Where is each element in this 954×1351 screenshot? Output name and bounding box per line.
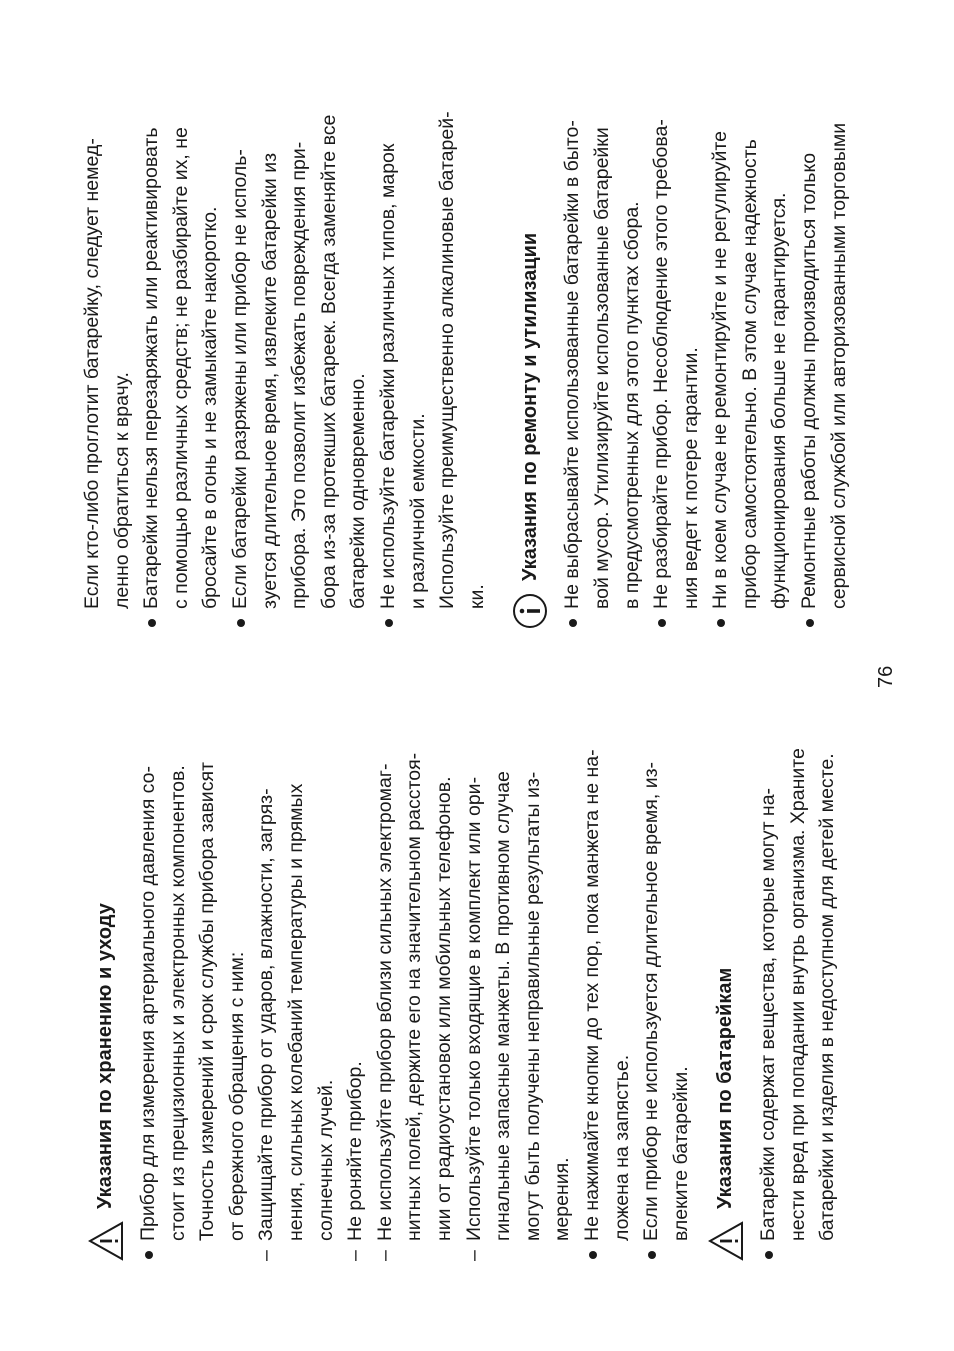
warning-triangle-icon (88, 1221, 124, 1261)
text-line: от бережного обращения с ним: (225, 951, 248, 1241)
bullet-item (374, 51, 492, 629)
text-line: вой мусор. Утилизируйте использованные батарейки (590, 127, 613, 609)
bullet-item (647, 51, 706, 629)
text-line: ленно обратиться к врачу. (110, 372, 133, 609)
text-line: Используйте преимущественно алкалиновые батарей- (436, 111, 459, 609)
dash-marker: – (373, 1250, 396, 1261)
text-line: батарейки одновременно. (347, 373, 370, 609)
text-line: Ни в коем случае не ремонтируйте и не регулируйте (709, 131, 732, 609)
text-line: зуется длительное время, извлеките батарейки из (258, 152, 281, 609)
text-line: функционирования больше не гарантируется. (768, 192, 791, 609)
storage-heading-text: Указания по хранению и уходу (94, 903, 117, 1209)
text-line: мерения. (551, 1157, 574, 1241)
text-line: могут быть получены неправильные результаты из- (521, 771, 544, 1241)
page-number: 76 (875, 665, 897, 688)
bullet-item (754, 706, 843, 1261)
text-line: влеките батарейки. (669, 1066, 692, 1241)
text-line: Ремонтные работы должны производиться только (798, 152, 821, 609)
dash-marker: – (462, 1250, 485, 1261)
text-line: Батарейки нельзя перезаряжать или реактивировать (140, 127, 163, 609)
text-line: нения, сильных колебаний температуры и прямых (284, 783, 307, 1241)
bullet-item (637, 706, 696, 1261)
repair-heading (512, 51, 548, 629)
info-circle-icon (512, 593, 548, 629)
bullet-item (226, 51, 374, 629)
text-line: нести вред при попадании внутрь организма. Храните (786, 748, 809, 1241)
text-line: прибора. Это позволит избежать повреждения при- (288, 141, 311, 609)
text-line: Используйте только входящие в комплект или ори- (462, 776, 485, 1241)
text-line: Не используйте батарейки различных типов, марок (376, 143, 399, 609)
dash-item (341, 706, 371, 1261)
text-line: в предусмотренных для этого пунктах сбора. (620, 201, 643, 609)
dash-item (460, 706, 578, 1261)
text-line: Не нажимайте кнопки до тех пор, пока манжета не на- (580, 749, 603, 1241)
repair-heading-text: Указания по ремонту и утилизации (518, 232, 541, 581)
text-line: солнечных лучей. (314, 1079, 337, 1241)
text-line: ния ведет к потере гарантии. (679, 347, 702, 609)
text-line: сервисной службой или авторизованными торговыми (827, 122, 850, 609)
warning-triangle-icon (708, 1221, 744, 1261)
bullet-item (795, 51, 854, 629)
text-line: Не используйте прибор вблизи сильных электромаг- (373, 763, 396, 1241)
text-line: стоит из прецизионных и электронных компонентов. (166, 765, 189, 1241)
text-line: Не разбирайте прибор. Несоблюдение этого требова- (650, 119, 673, 609)
left-column (78, 706, 843, 1261)
text-line: с помощью различных средств; не разбирайте их, не (169, 127, 192, 609)
dash-item (252, 706, 341, 1261)
battery-heading (708, 706, 744, 1261)
text-line: Не роняйте прибор. (344, 1061, 367, 1241)
bullet-item (558, 51, 647, 629)
right-column (78, 51, 854, 629)
text-line: ки. (465, 584, 488, 609)
text-line: батарейки и изделия в недоступном для детей месте. (816, 753, 839, 1241)
text-line: Если батарейки разряжены или прибор не исполь- (228, 149, 251, 609)
bullet-item (578, 706, 637, 1261)
text-line: ложена на запястье. (610, 1054, 633, 1241)
text-line: Если прибор не используется длительное время, из- (640, 761, 663, 1241)
text-line: Если кто-либо проглотит батарейку, следует немед- (81, 138, 103, 609)
bullet-item (137, 51, 226, 629)
text-line: Прибор для измерения артериального давления со- (137, 766, 159, 1241)
dash-marker: – (344, 1250, 367, 1261)
text-line: нии от радиоустановок или мобильных телефонов. (432, 776, 455, 1241)
battery-heading-text: Указания по батарейкам (714, 967, 737, 1209)
text-line: бора из-за протекших батареек. Всегда заменяйте все (317, 114, 340, 609)
storage-heading (88, 706, 124, 1261)
text-line: Точность измерений и срок службы прибора зависят (196, 762, 219, 1241)
continued-paragraph (78, 51, 137, 629)
text-line: Батарейки содержат вещества, которые могут на- (757, 787, 780, 1241)
dash-item (371, 706, 460, 1261)
text-line: прибор самостоятельно. В этом случае надежность (738, 139, 761, 609)
bullet-item (706, 51, 795, 629)
text-line: Защищайте прибор от ударов, влажности, загряз- (255, 788, 278, 1241)
text-line: гинальные запасные манжеты. В противном случае (492, 771, 515, 1241)
dash-marker: – (255, 1250, 278, 1261)
text-line: и различной емкости. (406, 413, 429, 609)
text-line: бросайте в огонь и не замыкайте накоротко. (199, 206, 222, 609)
text-line: Не выбрасывайте использованные батарейки в быто- (561, 120, 584, 609)
storage-intro (134, 706, 252, 1261)
text-line: нитных полей, держите его на значительном расстоя- (403, 752, 426, 1241)
